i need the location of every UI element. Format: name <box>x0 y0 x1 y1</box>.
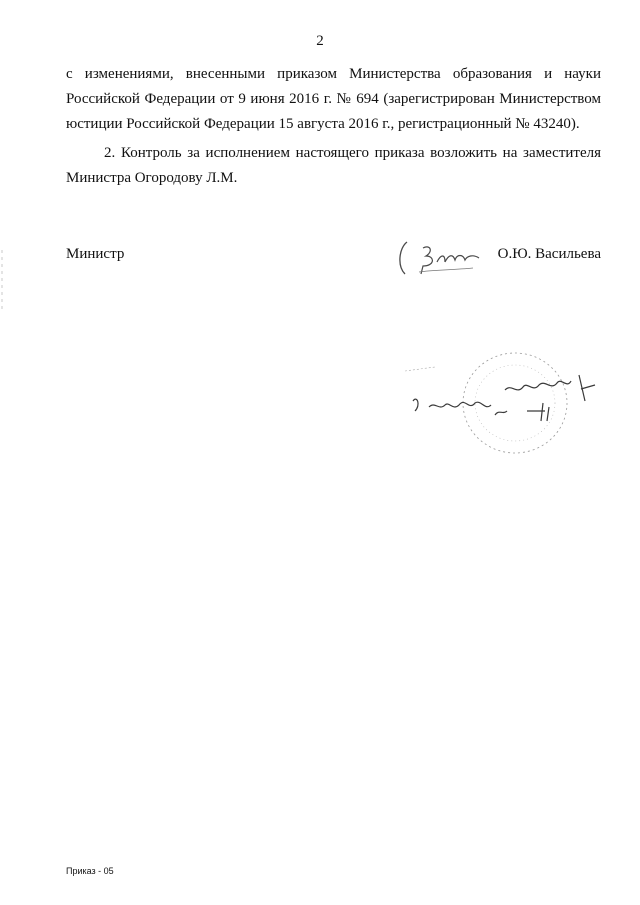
footer-label: Приказ - 05 <box>66 866 114 876</box>
paragraph-1-text: с изменениями, внесенными приказом Министерства образования и науки Российской Федерации от 9 июня 2016 г. № 694 (зарегистрирован Министерством юстиции Российской Федерации 15 августа 2016 г., регистрационный № 43240). <box>66 66 601 132</box>
signature-block <box>66 246 601 268</box>
margin-mark <box>1 250 3 310</box>
handwritten-signature <box>393 232 493 282</box>
page-number: 2 <box>316 33 324 49</box>
paragraph-amendments <box>66 62 601 137</box>
paragraph-control <box>66 141 601 191</box>
signatory-name: О.Ю. Васильева <box>497 246 601 262</box>
signatory-title: Министр <box>66 246 125 262</box>
registration-stamp <box>395 345 615 465</box>
paragraph-2-text: 2. Контроль за исполнением настоящего приказа возложить на заместителя Министра Огородову Л.М. <box>66 145 601 186</box>
